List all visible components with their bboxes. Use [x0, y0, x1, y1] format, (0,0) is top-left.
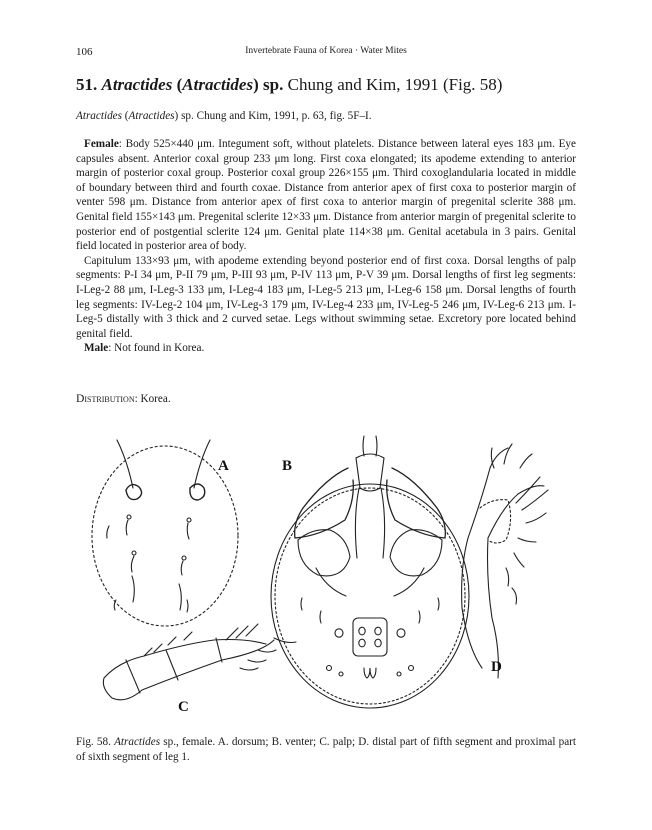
species-authors: Chung and Kim, 1991 (Fig. 58) — [287, 75, 503, 94]
caption-genus: Atractides — [114, 736, 161, 748]
capitulum-text: Capitulum 133×93 μm, with apodeme extending beyond posterior end of first coxa. Dorsal lengths of palp segments: P-I 34 μm, P-II 79 μm, P-III 93 μm, P-IV 113 μm, P-V 39 μm. Dorsal lengths of first leg segments: I-Leg-2 88 μm, I-Leg-3 133 μm, I-Leg-4 183 μm, I-Leg-5 213 μm, I-Leg-6 158 μm. Dorsal lengths of fourth leg segments: IV-Leg-2 104 μm, IV-Leg-3 179 μm, IV-Leg-4 233 μm, IV-Leg-5 246 μm, IV-Leg-6 213 μm. I-Leg-5 distally with 3 thick and 2 curved setae. Legs without swimming setae. Excretory pore located behind genital field. — [76, 254, 576, 340]
synonym-citation: Atractides (Atractides) sp. Chung and Kim, 1991, p. 63, fig. 5F–I. — [76, 110, 372, 122]
species-epithet: sp. — [263, 75, 284, 94]
male-paragraph — [76, 341, 576, 356]
panel-d-leg-segment — [462, 444, 548, 678]
citation-genus: Atractides — [76, 110, 122, 122]
figure-drawing — [76, 428, 576, 723]
citation-rest: sp. Chung and Kim, 1991, p. 63, fig. 5F–I. — [181, 110, 372, 122]
species-title: 51. Atractides (Atractides) sp. Chung and Kim, 1991 (Fig. 58) — [76, 75, 503, 94]
species-number: 51. — [76, 75, 98, 94]
species-subgenus: Atractides — [182, 75, 254, 94]
panel-label-d: D — [491, 659, 502, 675]
caption-text: sp., female. A. dorsum; B. venter; C. palp; D. distal part of fifth segment and proximal part of sixth segment of leg 1. — [76, 736, 577, 763]
capitulum-paragraph — [76, 254, 576, 342]
female-paragraph — [76, 137, 576, 254]
running-header — [76, 46, 576, 60]
distribution-text: : Korea. — [134, 393, 171, 405]
caption-prefix: Fig. 58. — [76, 736, 111, 748]
panel-label-a: A — [218, 458, 229, 474]
male-label: Male — [84, 342, 109, 355]
panel-b-venter — [271, 436, 469, 708]
panel-a-dorsum — [92, 440, 238, 626]
description-body — [76, 137, 576, 356]
species-genus: Atractides — [101, 75, 173, 94]
distribution-label: Distribution — [76, 392, 135, 405]
female-label: Female — [84, 138, 119, 150]
panel-label-c: C — [178, 699, 189, 715]
panel-label-b: B — [282, 458, 293, 474]
citation-subgenus: Atractides — [128, 110, 175, 122]
page-number: 106 — [76, 46, 93, 58]
panel-c-palp — [103, 624, 296, 715]
figure-58 — [76, 428, 576, 723]
running-title: Invertebrate Fauna of Korea · Water Mites — [245, 46, 407, 56]
male-text: : Not found in Korea. — [108, 342, 205, 355]
female-text: : Body 525×440 μm. Integument soft, without platelets. Distance between lateral eyes 183 μm. Eye capsules absent. Anterior coxal group 233 μm long. First coxa elongated; its apodeme extending to anterior margin of posterior coxal group. Posterior coxal group 226×155 μm. Third coxoglandularia located in middle of boundary between third and fourth coxae. Distance from anterior apex of first coxa to posterior margin of venter 598 μm. Distance from anterior apex of first coxa to anterior margin of pregenital sclerite 388 μm. Genital field 155×143 μm. Pregenital sclerite 12×33 μm. Distance from anterior margin of pregenital sclerite to posterior end of postgential sclerite 124 μm. Genital plate 114×38 μm. Genital acetabula in 3 pairs. Genital field located in posterior area of body. — [76, 138, 576, 253]
figure-caption — [76, 735, 576, 764]
distribution-line — [76, 392, 576, 405]
